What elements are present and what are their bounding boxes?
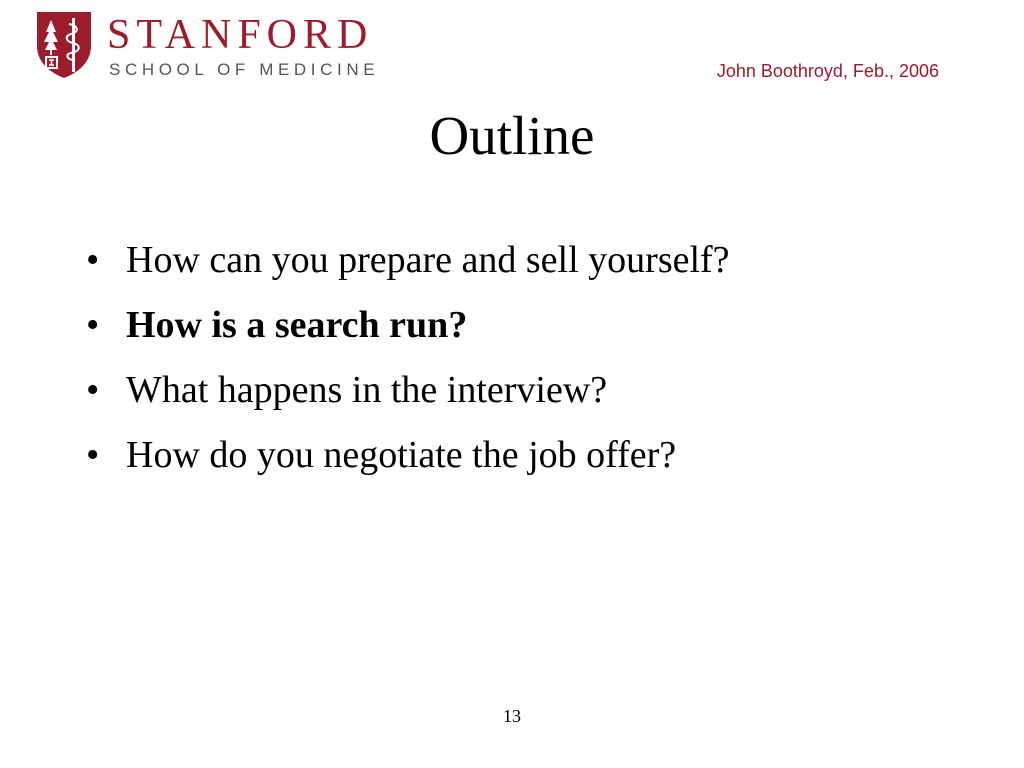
bullet-marker: • [86,304,100,346]
bullet-item [86,362,730,427]
bullet-text: What happens in the interview? [126,369,608,411]
logo-wordmark: STANFORD [107,12,374,58]
author-date: John Boothroyd, Feb., 2006 [716,61,939,81]
bullet-marker: • [86,369,100,411]
slide-title: Outline [429,105,595,166]
bullet-text: How is a search run? [126,304,468,346]
page-number: 13 [503,706,521,726]
bullet-marker: • [86,434,100,476]
logo-subline: SCHOOL OF MEDICINE [109,60,380,79]
stanford-medicine-logo [35,10,395,82]
bullet-item [86,232,730,297]
bullet-text: How can you prepare and sell yourself? [126,239,730,281]
stanford-shield-icon [35,10,93,80]
bullet-item-current [86,297,730,362]
bullet-marker: • [86,239,100,281]
bullet-text: How do you negotiate the job offer? [126,434,677,476]
bullet-item [86,427,730,492]
bullet-list [86,232,730,492]
